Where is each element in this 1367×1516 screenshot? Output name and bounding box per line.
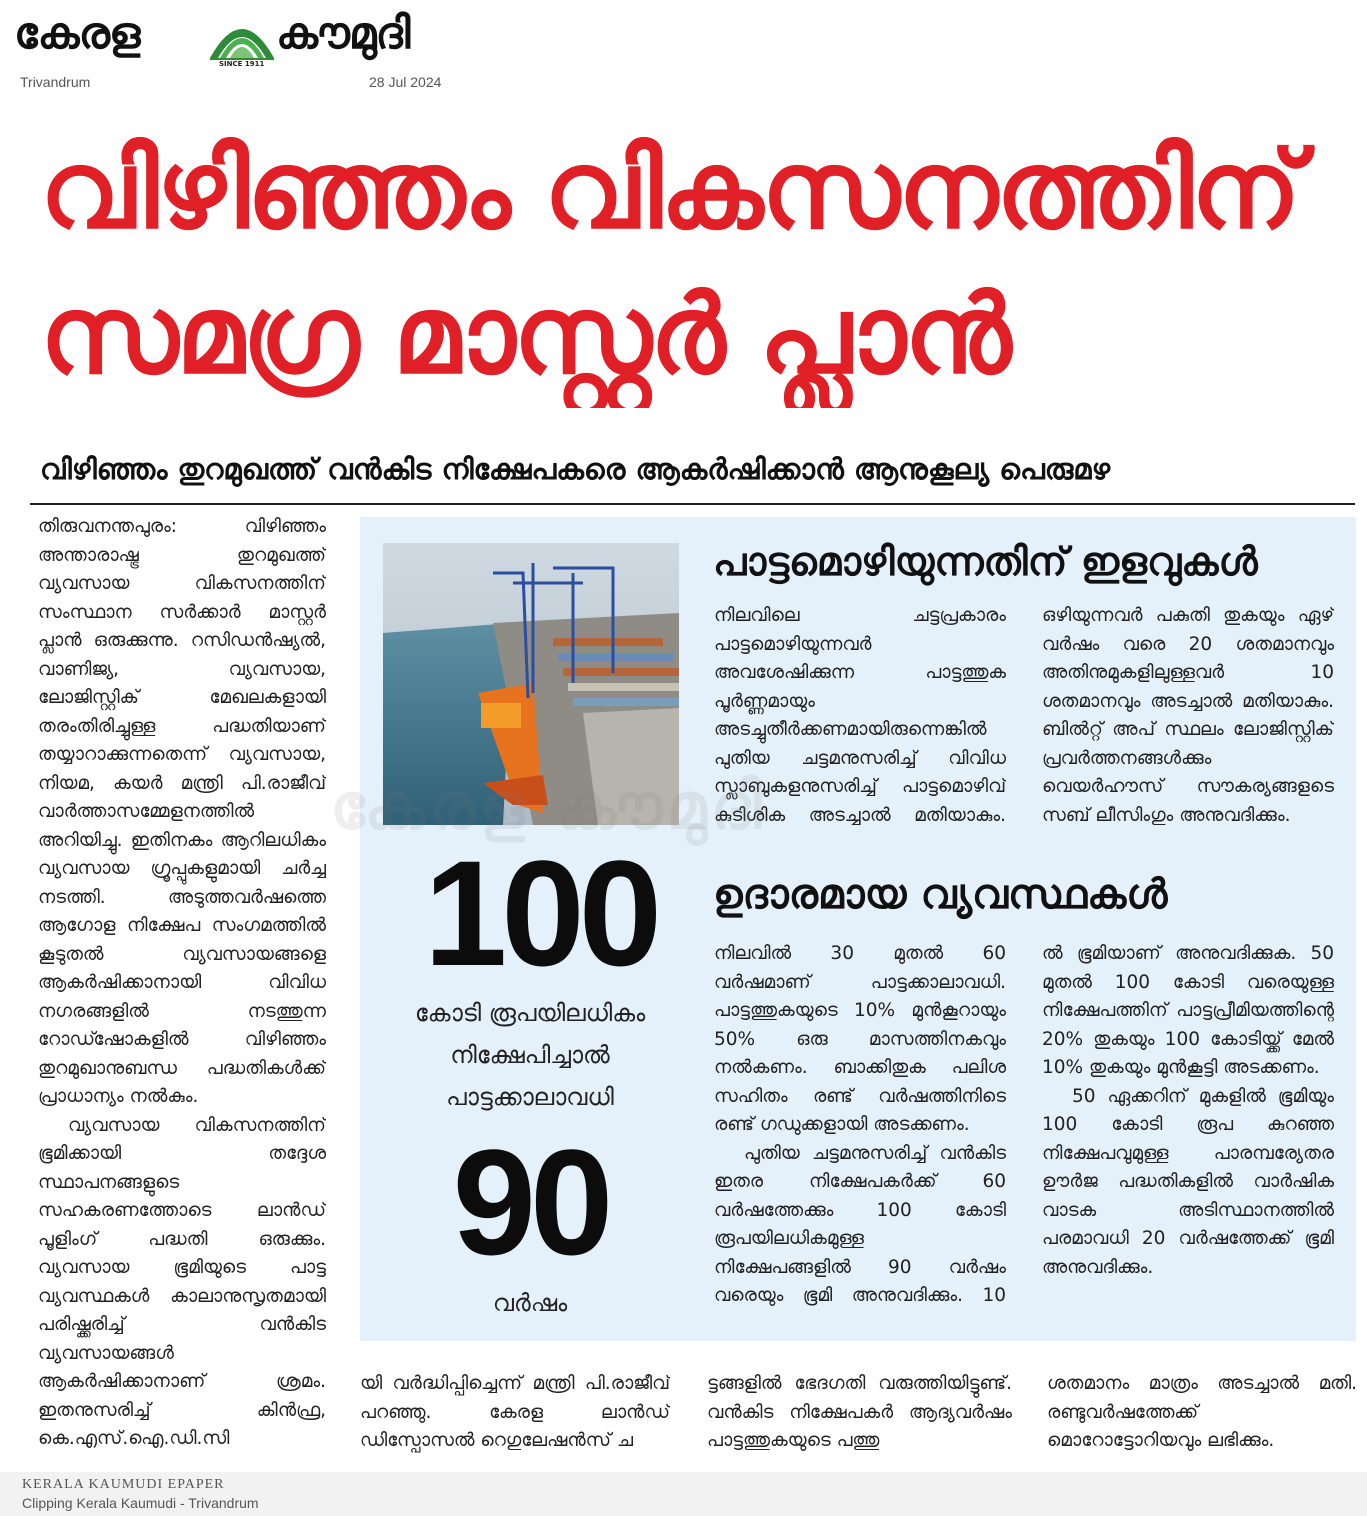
section1-column-b: ഒഴിയുന്നവർ പകുതി തുകയും ഏഴ് വർഷം വരെ 20 ശതമാനവും അതിനുമുകളിലുള്ളവർ 10 ശതമാനവും അടച്ചാൽ മതിയാകും. ബിൽറ്റ് അപ് സ്ഥലം ലോജിസ്റ്റിക് പ്രവർത്തനങ്ങൾക്കും വെയർഹൗസ് സൗകര്യങ്ങളടെ സബ് ലീസിംഗും അനുവദിക്കും. — [1042, 605, 1334, 826]
footer-clipping-source: Clipping Kerala Kaumudi - Trivandrum — [22, 1495, 259, 1511]
stat-description-2: വർഷം — [492, 1289, 568, 1317]
headline-line-2: സമഗ്ര മാസ്റ്റർ പ്ലാൻ — [40, 273, 1010, 398]
bottom-column-3: ശതമാനം മാത്രം അടച്ചാൽ മതി. രണ്ടുവർഷത്തേക്ക് മൊറോട്ടോറിയവും ലഭിക്കും. — [1047, 1373, 1357, 1451]
section-heading-lease-concessions: പാട്ടമൊഴിയുന്നതിന് ഇളവുകൾ — [713, 540, 1258, 585]
section2-b-paragraph-2: 50 ഏക്കറിന് മുകളിൽ ഭൂമിയും 100 കോടി രൂപ കുറഞ്ഞ നിക്ഷേപവുമുള്ള പാരമ്പര്യേതര ഊർജ പദ്ധതികളിൽ വാർഷിക വാടക അടിസ്ഥാനത്തിൽ പരമാവധി 20 വർഷത്തേക്ക് ഭൂമി അനുവദിക്കും. — [1042, 1085, 1334, 1278]
section2-column-a — [714, 940, 1006, 1315]
stat-description-1 — [370, 992, 690, 1118]
edition-label: Trivandrum — [20, 74, 91, 90]
bottom-column-2: ട്ടങ്ങളിൽ ഭേദഗതി വരുത്തിയിട്ടുണ്ട്. വൻകിട നിക്ഷേപകർ ആദ്യവർഷം പാട്ടത്തുകയുടെ പത്തു — [707, 1373, 1012, 1451]
stat-text-line-1: കോടി രൂപയിലധികം — [414, 999, 646, 1027]
watermark-logo: കേരള കൗമുദി — [330, 770, 766, 844]
divider-rule — [30, 503, 1355, 505]
article-column-1 — [38, 513, 326, 1458]
masthead-name-left: കേരള — [14, 8, 140, 59]
stat-text-line-3: പാട്ടക്കാലാവധി — [446, 1083, 614, 1111]
section-heading-liberal-terms: ഉദാരമായ വ്യവസ്ഥകൾ — [713, 870, 1168, 918]
masthead — [14, 4, 464, 94]
footer-brand: KERALA KAUMUDI EPAPER — [22, 1477, 225, 1492]
since-label: SINCE 1911 — [219, 60, 265, 68]
stat-text-line-2: നിക്ഷേപിച്ചാൽ — [450, 1041, 610, 1069]
section2-a-paragraph-2: പുതിയ ചട്ടമനുസരിച്ച് വൻകിട ഇതര നിക്ഷേപകർക്ക് 60 വർഷത്തേക്കും 100 കോടി രൂപയിലധികമുള്ള നിക്ഷേപങ്ങളിൽ 90 വർഷം വരെയും ഭൂമി അനുവദിക്കും. 10 — [714, 1142, 1006, 1306]
article-paragraph-2: വ്യവസായ വികസനത്തിന് ഭൂമിക്കായി തദ്ദേശ സ്ഥാപനങ്ങളുടെ സഹകരണത്തോടെ ലാൻഡ് പൂളിംഗ് പദ്ധതി ഒരുക്കും. വ്യവസായ ഭൂമിയുടെ പാട്ട വ്യവസ്ഥകൾ കാലാനുസൃതമായി പരിഷ്ക്കരിച്ച് വൻകിട വ്യവസായങ്ങൾ ആകർഷിക്കാനാണ് ശ്രമം. ഇതനുസരിച്ച് കിൻഫ്ര, കെ.എസ്.ഐ.ഡി.സി — [38, 1114, 326, 1449]
stat-value-90: 90 — [452, 1118, 608, 1286]
section2-a-paragraph-1: നിലവിൽ 30 മുതൽ 60 വർഷമാണ് പാട്ടക്കാലാവധി. പാട്ടത്തുകയുടെ 10% മുൻകൂറായും 50% ഒരു മാസത്തിനകവും നൽകണം. ബാക്കിതുക പലിശ സഹിതം രണ്ട് വർഷത്തിനിടെ രണ്ട് ഗഡുക്കളായി അടക്കണം. — [714, 943, 1006, 1135]
bottom-column-1: യി വർദ്ധിപ്പിച്ചെന്ന് മന്ത്രി പി.രാജീവ് പറഞ്ഞു. കേരള ലാൻഡ് ഡിസ്പോസൽ റെഗുലേഷൻസ് ച — [360, 1373, 670, 1451]
issue-date: 28 Jul 2024 — [369, 74, 442, 90]
headline — [40, 118, 1340, 408]
footer — [0, 1472, 1367, 1516]
article-paragraph-1: തിരുവനന്തപുരം: വിഴിഞ്ഞം അന്താരാഷ്ട്ര തുറമുഖത്ത് വ്യവസായ വികസനത്തിന് സംസ്ഥാന സർക്കാർ മാസ്റ്റർ പ്ലാൻ ഒരുക്കുന്നു. റസിഡൻഷ്യൽ, വാണിജ്യ, വ്യവസായ, ലോജിസ്റ്റിക് മേഖലകളായി തരംതിരിച്ചുള്ള പദ്ധതിയാണ് തയ്യാറാക്കുന്നതെന്ന് വ്യവസായ, നിയമ, കയർ മന്ത്രി പി.രാജീവ് വാർത്താസമ്മേളനത്തിൽ അറിയിച്ചു. ഇതിനകം ആറിലധികം വ്യവസായ ഗ്രൂപ്പുകളുമായി ചർച്ച നടത്തി. അടുത്തവർഷത്തെ ആഗോള നിക്ഷേപ സംഗമത്തിൽ കൂടുതൽ വ്യവസായങ്ങളെ ആകർഷിക്കാനായി വിവിധ നഗരങ്ങളിൽ നടത്തുന്ന റോഡ്ഷോകളിൽ വിഴിഞ്ഞം തുറമുഖാനുബന്ധ പദ്ധതികൾക്ക് പ്രാധാന്യം നൽകും. — [38, 516, 326, 1107]
stat-value-100: 100 — [423, 829, 657, 997]
section2-b-paragraph-1: ൽ ഭൂമിയാണ് അനുവദിക്കുക. 50 മുതൽ 100 കോടി വരെയുള്ള നിക്ഷേപത്തിന് പാട്ടപ്രീമിയത്തിന്റെ 20% തുകയും 100 കോടിയ്ക്ക് മേൽ 10% തുകയും മുൻകൂട്ടി അടക്കണം. — [1042, 943, 1334, 1078]
masthead-name-right: കൗമുദി — [276, 8, 410, 59]
subheadline: വിഴിഞ്ഞം തുറമുഖത്ത് വൻകിട നിക്ഷേപകരെ ആകർഷിക്കാൻ ആനുകൂല്യ പെരുമഴ — [40, 452, 1111, 486]
section1-column-a: നിലവിലെ ചട്ടപ്രകാരം പാട്ടമൊഴിയുന്നവർ അവശേഷിക്കുന്ന പാട്ടത്തുക പൂർണ്ണമായും അടച്ചുതീർക്കണമായിരുന്നെങ്കിൽ പുതിയ ചട്ടമനുസരിച്ച് വിവിധ സ്ലാബുകളനുസരിച്ച് പാട്ടമൊഴിവ് കുടിശിക അടച്ചാൽ മതിയാകും. — [714, 605, 1006, 826]
section2-column-b — [1042, 940, 1334, 1315]
headline-line-1: വിഴിഞ്ഞം വികസനത്തിന് — [40, 128, 1299, 253]
